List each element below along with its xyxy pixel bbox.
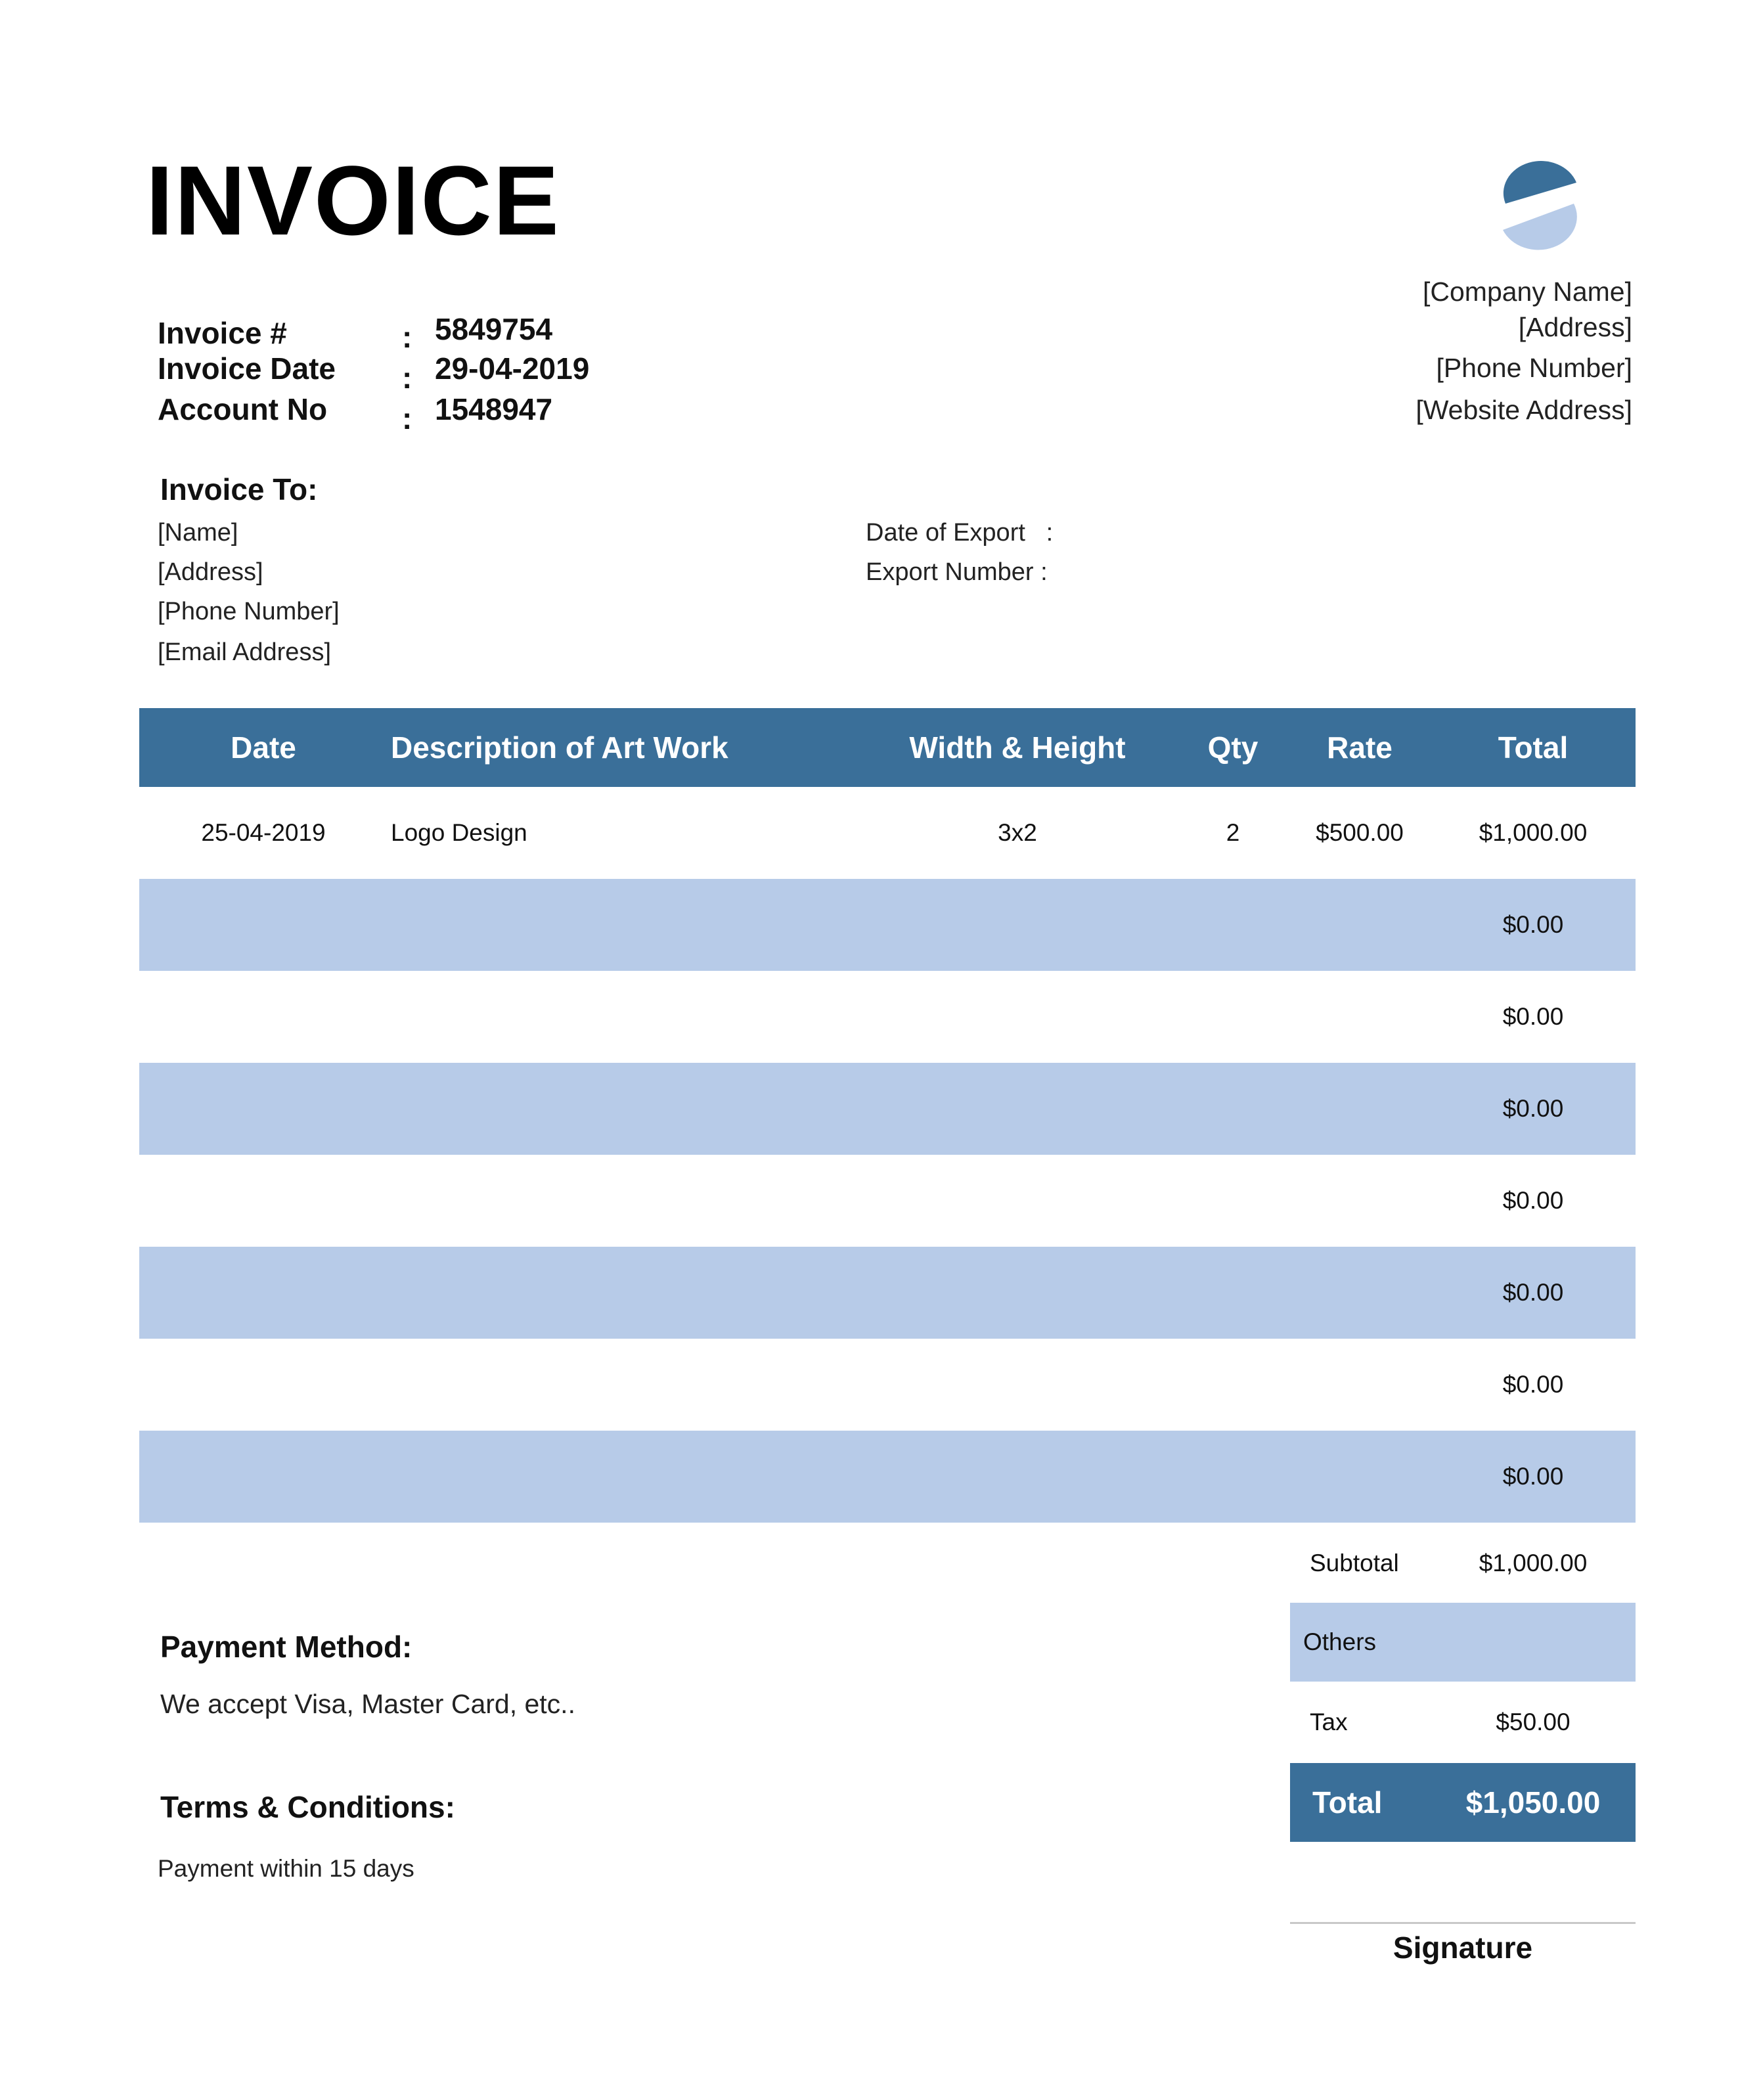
- header-total: Total: [1498, 730, 1569, 765]
- header-qty: Qty: [1207, 730, 1259, 765]
- header-size: Width & Height: [909, 730, 1126, 765]
- logo-lower-shape: [1503, 204, 1577, 250]
- cell-description: Logo Design: [391, 819, 527, 846]
- signature-label: Signature: [1393, 1931, 1533, 1965]
- invoice-to-title: Invoice To:: [160, 472, 318, 506]
- invoice-date-colon: :: [402, 361, 412, 395]
- terms-text: Payment within 15 days: [158, 1855, 414, 1882]
- cell-total: $0.00: [1502, 1095, 1564, 1122]
- cell-total: $0.00: [1502, 1003, 1564, 1030]
- subtotal-row: [1290, 1524, 1636, 1603]
- tax-value: $50.00: [1496, 1709, 1571, 1735]
- account-no-label: Account No: [158, 392, 328, 426]
- company-logo-icon: [1499, 158, 1580, 263]
- grand-total-value: $1,050.00: [1465, 1785, 1601, 1820]
- header-rate: Rate: [1327, 730, 1393, 765]
- cell-size: 3x2: [998, 819, 1037, 846]
- tax-row: [1290, 1683, 1636, 1762]
- invoice-to-email: [Email Address]: [158, 638, 331, 666]
- payment-method-title: Payment Method:: [160, 1630, 412, 1664]
- cell-total: $0.00: [1502, 1279, 1564, 1306]
- account-no-value: 1548947: [435, 392, 553, 426]
- items-table: [139, 708, 1636, 1523]
- cell-qty: 2: [1226, 819, 1240, 846]
- date-of-export-label: Date of Export :: [866, 519, 1054, 547]
- invoice-date-label: Invoice Date: [158, 351, 336, 386]
- table-header: [139, 708, 1636, 787]
- cell-rate: $500.00: [1316, 819, 1404, 846]
- cell-total: $0.00: [1502, 1463, 1564, 1490]
- invoice-number-value: 5849754: [435, 312, 553, 346]
- invoice-date-value: 29-04-2019: [435, 351, 590, 386]
- table-row: [139, 1247, 1636, 1339]
- header-description: Description of Art Work: [391, 730, 728, 765]
- invoice-to-phone: [Phone Number]: [158, 598, 340, 625]
- cell-total: $0.00: [1502, 1371, 1564, 1398]
- company-name: [Company Name]: [1422, 277, 1632, 307]
- company-phone: [Phone Number]: [1436, 353, 1632, 383]
- header-date: Date: [231, 730, 296, 765]
- account-no-colon: :: [402, 401, 412, 436]
- invoice-number-label: Invoice #: [158, 316, 287, 350]
- company-website: [Website Address]: [1415, 395, 1632, 425]
- table-row: [139, 1339, 1636, 1431]
- terms-title: Terms & Conditions:: [160, 1790, 455, 1824]
- table-row: [139, 971, 1636, 1063]
- table-row: [139, 1431, 1636, 1523]
- export-number-label: Export Number :: [866, 558, 1048, 586]
- table-row: [139, 1155, 1636, 1247]
- cell-total: $0.00: [1502, 911, 1564, 938]
- table-row: [139, 1063, 1636, 1155]
- invoice-number-colon: :: [402, 320, 412, 354]
- cell-date: 25-04-2019: [201, 819, 326, 846]
- signature-line: [1290, 1922, 1636, 1924]
- logo-upper-shape: [1504, 161, 1576, 204]
- cell-total: $1,000.00: [1479, 819, 1588, 846]
- invoice-to-name: [Name]: [158, 519, 238, 547]
- others-label: Others: [1303, 1628, 1377, 1655]
- grand-total-label: Total: [1312, 1785, 1383, 1820]
- table-row: [139, 879, 1636, 971]
- subtotal-label: Subtotal: [1310, 1550, 1399, 1576]
- invoice-title: INVOICE: [146, 145, 560, 256]
- others-row: [1290, 1603, 1636, 1682]
- payment-method-text: We accept Visa, Master Card, etc..: [160, 1689, 575, 1719]
- grand-total-row: [1290, 1763, 1636, 1842]
- subtotal-value: $1,000.00: [1479, 1550, 1588, 1576]
- company-address: [Address]: [1518, 312, 1632, 342]
- invoice-to-address: [Address]: [158, 558, 263, 586]
- cell-total: $0.00: [1502, 1187, 1564, 1214]
- table-row: [139, 787, 1636, 879]
- tax-label: Tax: [1310, 1709, 1348, 1735]
